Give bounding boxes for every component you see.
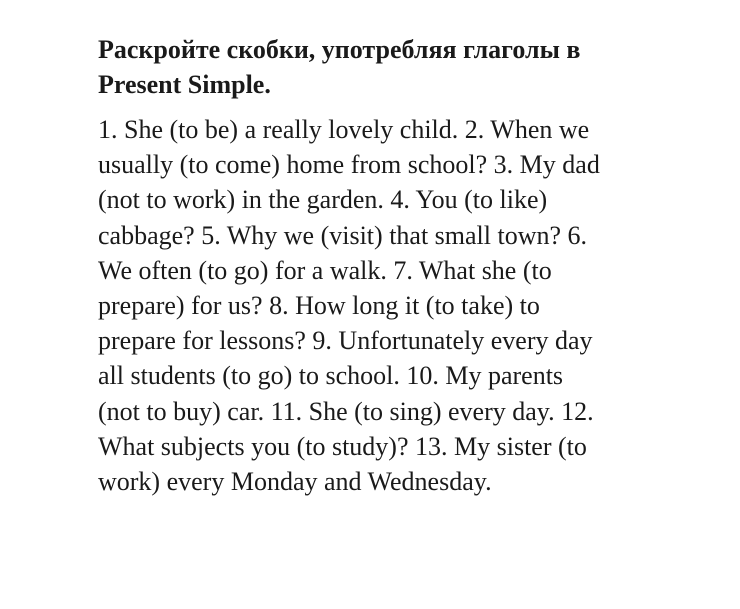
title-line: Раскройте скобки, употребляя глаголы в <box>98 35 581 64</box>
exercise-line: 1. She (to be) a really lovely child. 2. When we <box>98 115 590 144</box>
exercise-line: cabbage? 5. Why we (visit) that small town? 6. <box>98 220 588 250</box>
exercise-line: work) every Monday and Wednesday. <box>98 467 492 497</box>
exercise-text <box>98 112 698 499</box>
exercise-line: What subjects you (to study)? 13. My sister (to <box>98 431 587 461</box>
exercise-line: (not to buy) car. 11. She (to sing) every day. 12. <box>98 396 594 426</box>
exercise-line: prepare for lessons? 9. Unfortunately every day <box>98 326 593 356</box>
exercise-line: We often (to go) for a walk. 7. What she (to <box>98 255 552 285</box>
exercise-document <box>98 32 698 499</box>
exercise-title <box>98 32 698 102</box>
title-line: Present Simple. <box>98 70 271 99</box>
exercise-line: prepare) for us? 8. How long it (to take) to <box>98 291 540 321</box>
exercise-line: (not to work) in the garden. 4. You (to like) <box>98 185 548 215</box>
exercise-line: all students (to go) to school. 10. My parents <box>98 361 564 391</box>
exercise-line: usually (to come) home from school? 3. My dad <box>98 150 600 180</box>
